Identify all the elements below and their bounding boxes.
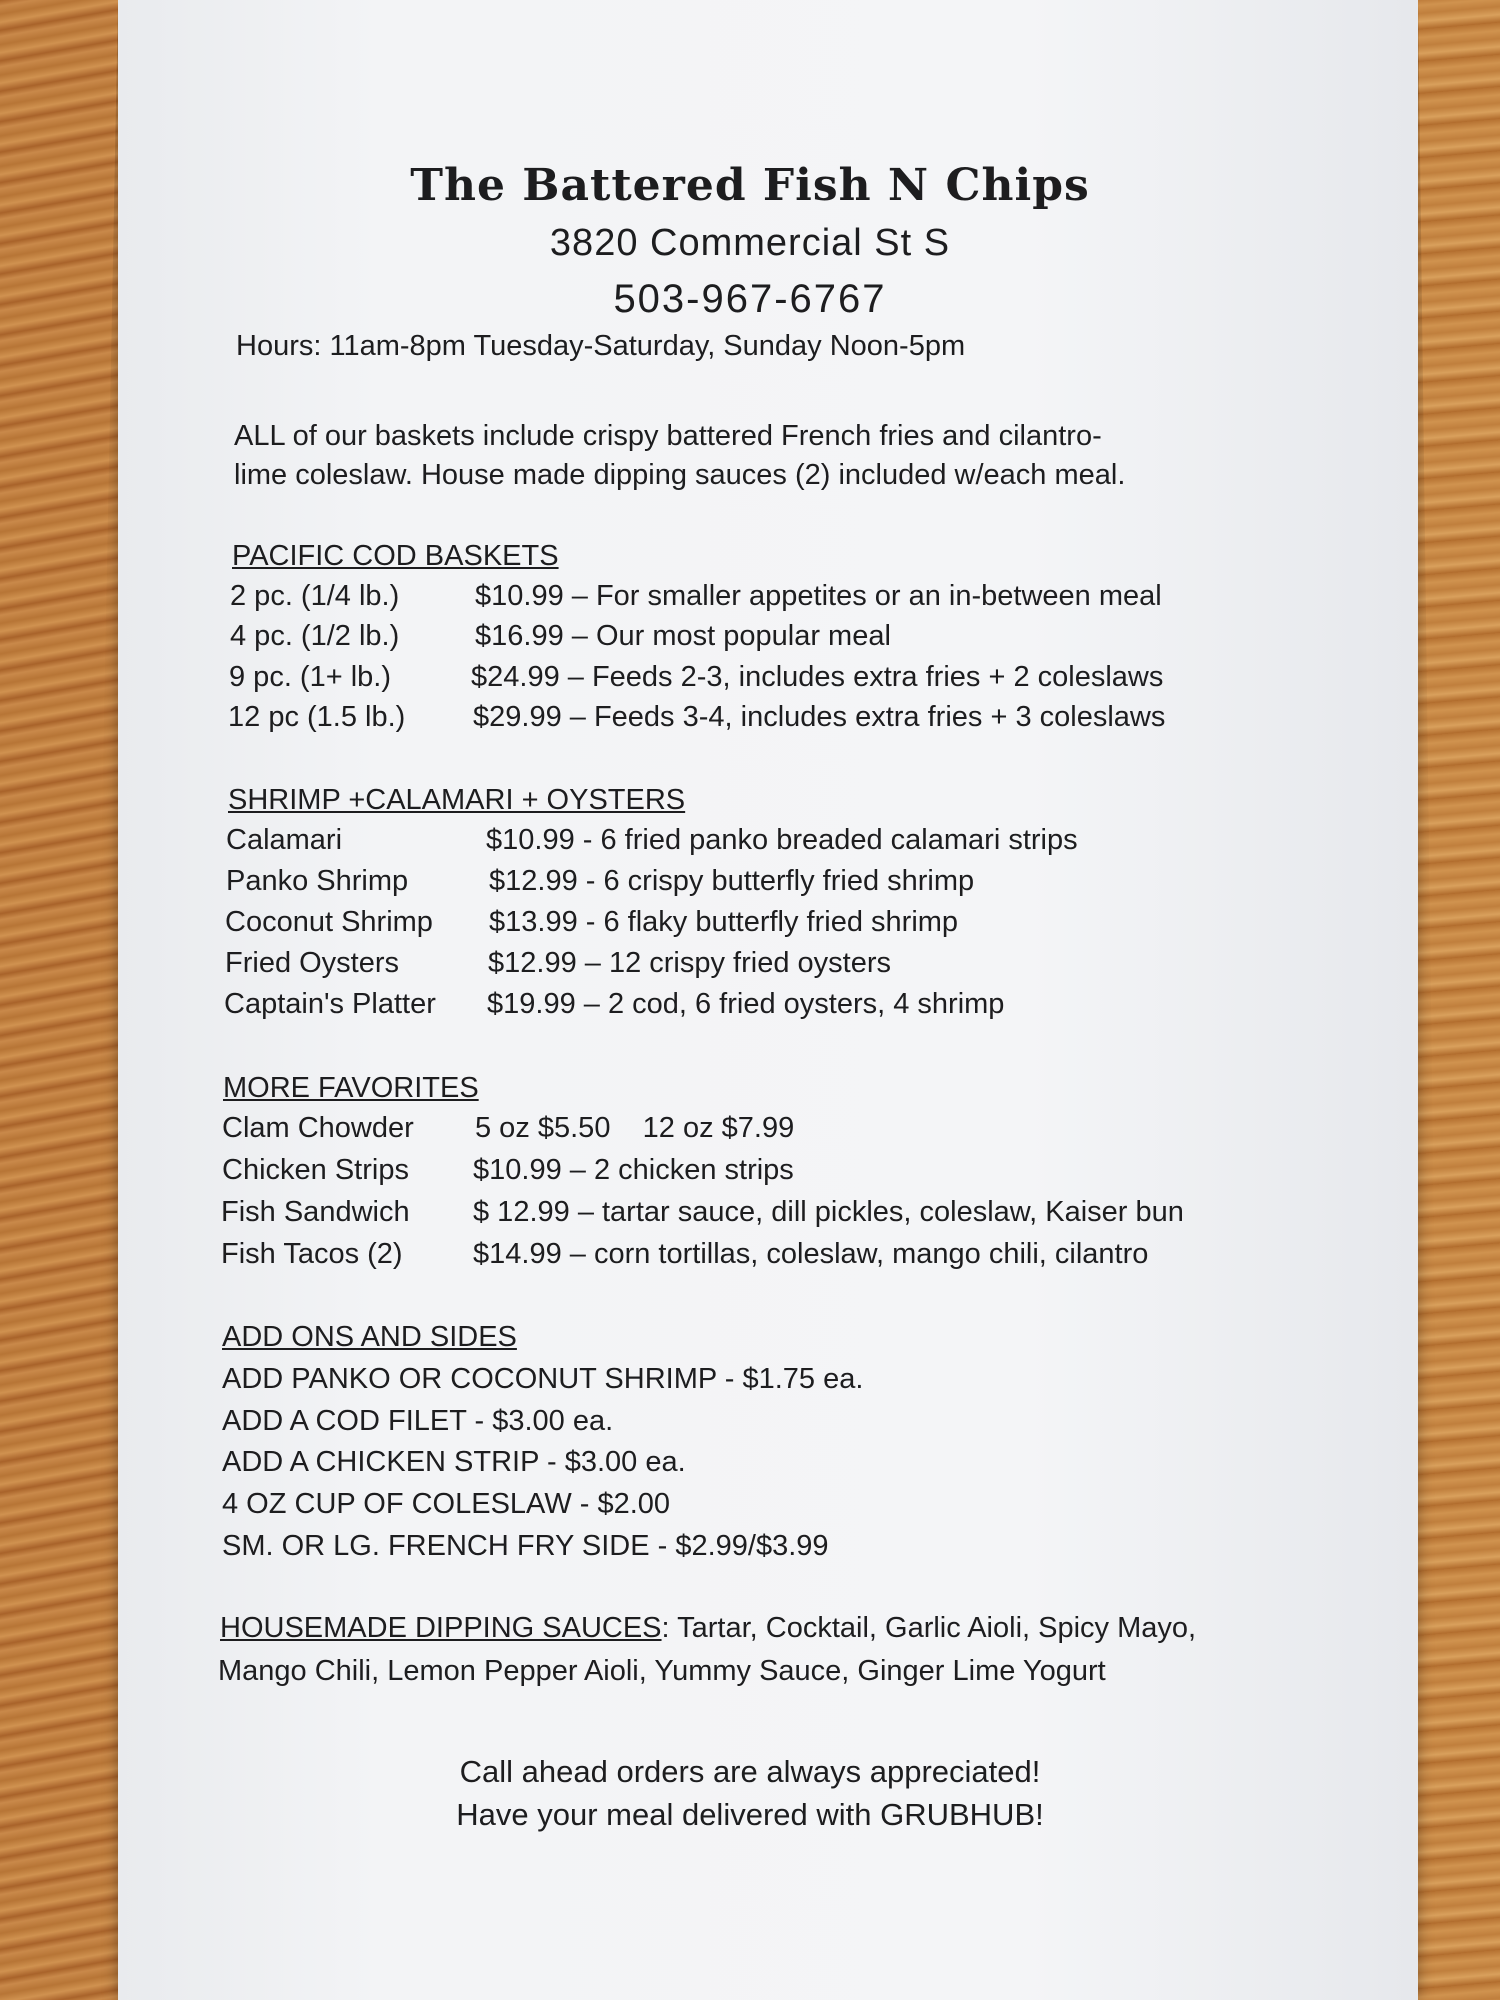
section-title-addons: ADD ONS AND SIDES (222, 1321, 517, 1353)
item-desc: $12.99 – 12 crispy fried oysters (488, 947, 891, 979)
item-desc: $19.99 – 2 cod, 6 fried oysters, 4 shrimp (487, 988, 1005, 1020)
item-desc: $10.99 - 6 fried panko breaded calamari strips (486, 824, 1078, 856)
item-name: Calamari (226, 824, 343, 856)
sauces-line-1 (220, 1612, 1196, 1645)
item-desc: $10.99 – For smaller appetites or an in-between meal (475, 580, 1162, 612)
hours: Hours: 11am-8pm Tuesday-Saturday, Sunday Noon-5pm (236, 330, 966, 362)
menu-item-row (221, 1238, 1148, 1271)
menu-item-row (230, 580, 1162, 613)
item-desc: $13.99 - 6 flaky butterfly fried shrimp (489, 906, 959, 938)
item-name: Fried Oysters (225, 947, 400, 979)
menu-item-row (226, 824, 1078, 857)
menu-item-row (228, 701, 1165, 734)
menu-item-row (229, 661, 1163, 694)
menu-item-row (222, 1154, 794, 1187)
menu-item-row (221, 1196, 1184, 1229)
addon-item: SM. OR LG. FRENCH FRY SIDE - $2.99/$3.99 (222, 1530, 829, 1562)
item-desc: $14.99 – corn tortillas, coleslaw, mango chili, cilantro (473, 1238, 1149, 1270)
item-desc: $24.99 – Feeds 2-3, includes extra fries + 2 coleslaws (471, 661, 1164, 693)
menu-item-row (225, 947, 891, 980)
item-name: Clam Chowder (222, 1112, 414, 1144)
item-name: 2 pc. (1/4 lb.) (230, 580, 400, 612)
intro-line-2: lime coleslaw. House made dipping sauces (2) included w/each meal. (234, 459, 1126, 491)
item-desc: $12.99 - 6 crispy butterfly fried shrimp (489, 865, 975, 897)
menu-item-row (225, 906, 958, 939)
menu-item-row (222, 1112, 794, 1145)
section-title-cod: PACIFIC COD BASKETS (232, 540, 559, 572)
section-title-favorites: MORE FAVORITES (223, 1072, 479, 1104)
menu-item-row (224, 988, 1004, 1021)
item-name: 4 pc. (1/2 lb.) (230, 620, 400, 652)
addon-item: ADD A COD FILET - $3.00 ea. (222, 1405, 614, 1437)
menu-item-row (230, 620, 891, 653)
footer-line-2: Have your meal delivered with GRUBHUB! (456, 1797, 1044, 1832)
intro-line-1: ALL of our baskets include crispy battered French fries and cilantro- (234, 420, 1102, 452)
item-name: Captain's Platter (224, 988, 436, 1020)
item-name: 9 pc. (1+ lb.) (229, 661, 391, 693)
addon-item: 4 OZ CUP OF COLESLAW - $2.00 (222, 1488, 671, 1520)
item-name: Chicken Strips (222, 1154, 409, 1186)
item-name: 12 pc (1.5 lb.) (228, 701, 406, 733)
restaurant-name: The Battered Fish N Chips (410, 160, 1090, 211)
addon-item: ADD PANKO OR COCONUT SHRIMP - $1.75 ea. (222, 1363, 864, 1395)
item-desc: 5 oz $5.50 12 oz $7.99 (475, 1112, 795, 1144)
item-name: Fish Sandwich (221, 1196, 410, 1228)
restaurant-address: 3820 Commercial St S (549, 222, 951, 264)
sauces-line-2: Mango Chili, Lemon Pepper Aioli, Yummy Sauce, Ginger Lime Yogurt (218, 1655, 1106, 1687)
item-name: Coconut Shrimp (225, 906, 433, 938)
section-title-sauces: HOUSEMADE DIPPING SAUCES (220, 1612, 662, 1644)
item-name: Panko Shrimp (226, 865, 409, 897)
section-title-seafood: SHRIMP +CALAMARI + OYSTERS (228, 784, 686, 816)
item-name: Fish Tacos (2) (221, 1238, 403, 1270)
footer-line-1: Call ahead orders are always appreciated! (459, 1754, 1041, 1789)
addon-item: ADD A CHICKEN STRIP - $3.00 ea. (222, 1446, 686, 1478)
menu-item-row (226, 865, 974, 898)
item-desc: $16.99 – Our most popular meal (475, 620, 891, 652)
item-desc: $29.99 – Feeds 3-4, includes extra fries + 3 coleslaws (473, 701, 1166, 733)
item-desc: $ 12.99 – tartar sauce, dill pickles, coleslaw, Kaiser bun (473, 1196, 1184, 1228)
item-desc: $10.99 – 2 chicken strips (473, 1154, 794, 1186)
sauces-list-1: : Tartar, Cocktail, Garlic Aioli, Spicy Mayo, (661, 1612, 1197, 1644)
restaurant-phone: 503-967-6767 (613, 277, 887, 321)
